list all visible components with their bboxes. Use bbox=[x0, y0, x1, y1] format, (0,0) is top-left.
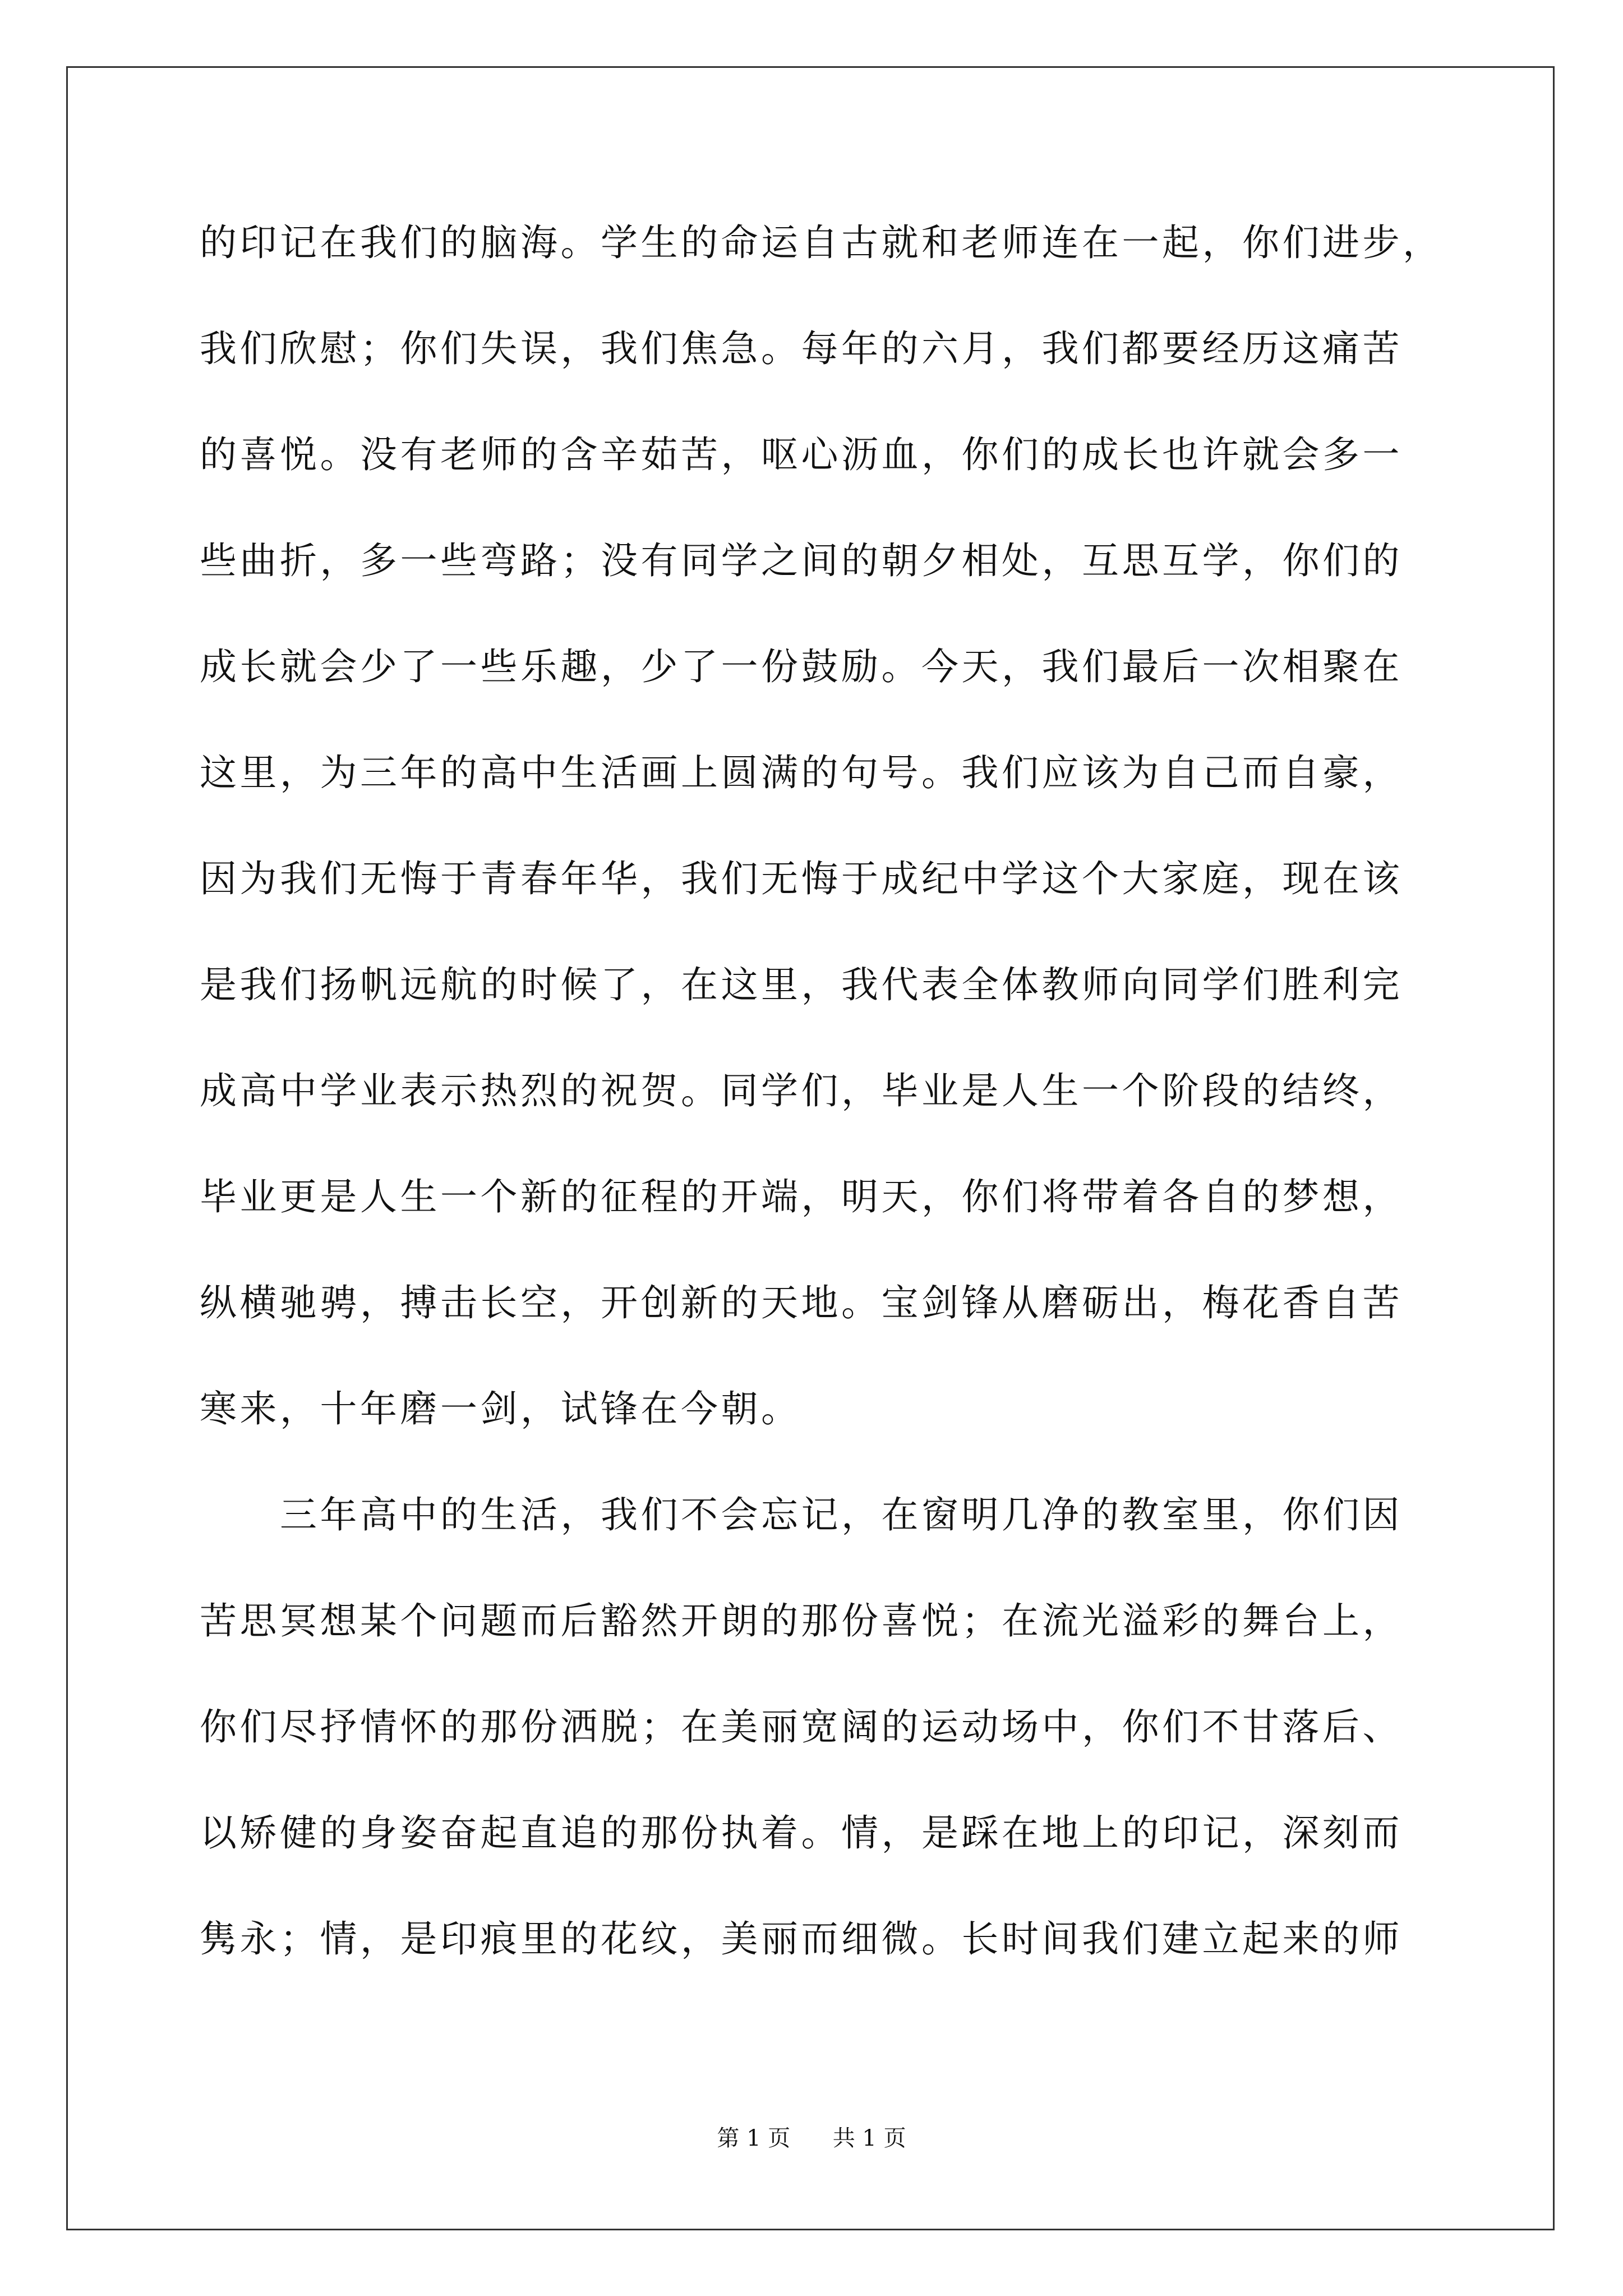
text-line: 以矫健的身姿奋起直追的那份执着。情，是踩在地上的印记，深刻而 bbox=[200, 1811, 1403, 1855]
text-line: 寒来，十年磨一剑，试锋在今朝。 bbox=[200, 1387, 801, 1430]
text-line: 这里，为三年的高中生活画上圆满的句号。我们应该为自己而自豪， bbox=[200, 751, 1403, 794]
page-total: 共 1 页 bbox=[832, 2125, 906, 2151]
text-line: 些曲折，多一些弯路；没有同学之间的朝夕相处，互思互学，你们的 bbox=[200, 539, 1403, 582]
page-number: 第 1 页 bbox=[717, 2125, 791, 2151]
document-body bbox=[200, 216, 1443, 2018]
text-line: 毕业更是人生一个新的征程的开端，明天，你们将带着各自的梦想， bbox=[200, 1175, 1403, 1218]
text-line: 的印记在我们的脑海。学生的命运自古就和老师连在一起，你们进步， bbox=[200, 221, 1443, 264]
text-line: 苦思冥想某个问题而后豁然开朗的那份喜悦；在流光溢彩的舞台上， bbox=[200, 1599, 1403, 1642]
text-line: 隽永；情，是印痕里的花纹，美丽而细微。长时间我们建立起来的师 bbox=[200, 1917, 1403, 1961]
text-line: 我们欣慰；你们失误，我们焦急。每年的六月，我们都要经历这痛苦 bbox=[200, 327, 1403, 370]
text-line: 纵横驰骋，搏击长空，开创新的天地。宝剑锋从磨砺出，梅花香自苦 bbox=[200, 1281, 1403, 1324]
text-line: 你们尽抒情怀的那份洒脱；在美丽宽阔的运动场中，你们不甘落后、 bbox=[200, 1705, 1403, 1749]
text-line: 因为我们无悔于青春年华，我们无悔于成纪中学这个大家庭，现在该 bbox=[200, 857, 1403, 900]
text-line: 成长就会少了一些乐趣，少了一份鼓励。今天，我们最后一次相聚在 bbox=[200, 645, 1403, 688]
paragraph-first-line: 三年高中的生活，我们不会忘记，在窗明几净的教室里，你们因 bbox=[200, 1493, 1403, 1536]
text-line: 成高中学业表示热烈的祝贺。同学们，毕业是人生一个阶段的结终， bbox=[200, 1069, 1403, 1112]
text-line: 是我们扬帆远航的时候了，在这里，我代表全体教师向同学们胜利完 bbox=[200, 963, 1403, 1006]
page-footer bbox=[0, 2124, 1623, 2152]
text-line: 的喜悦。没有老师的含辛茹苦，呕心沥血，你们的成长也许就会多一 bbox=[200, 433, 1403, 476]
